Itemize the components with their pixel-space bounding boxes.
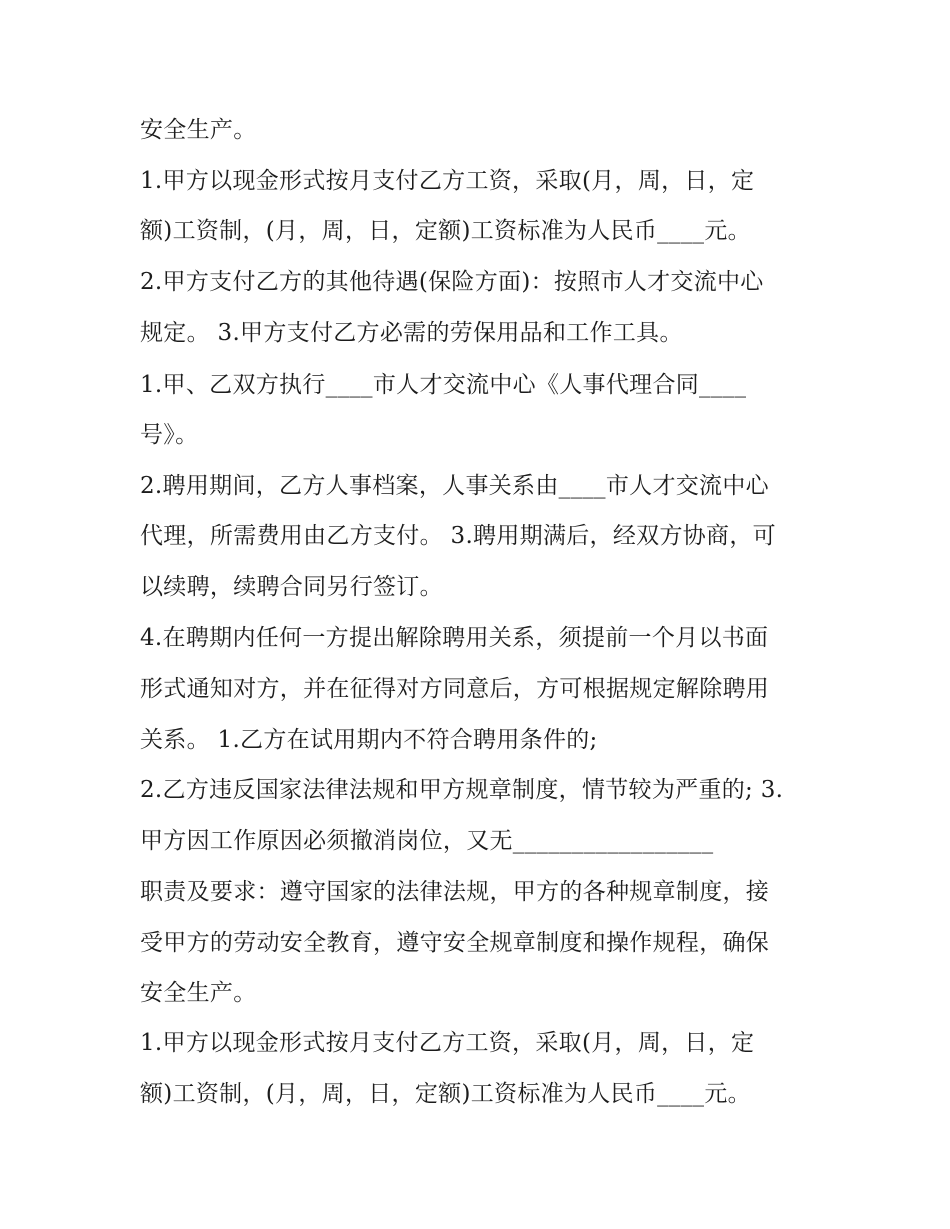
text-line: 安全生产。 xyxy=(140,980,257,1006)
text-line: 4.在聘期内任何一方提出解除聘用关系，须提前一个月以书面 xyxy=(140,625,769,651)
text-line: 2.乙方违反国家法律法规和甲方规章制度，情节较为严重的; 3. xyxy=(140,777,784,803)
text-line: 额)工资制，(月，周，日，定额)工资标准为人民币____元。 xyxy=(140,218,751,244)
text-line: 甲方因工作原因必须撤消岗位，又无_________________ xyxy=(140,828,714,854)
text-line: 规定。 3.甲方支付乙方必需的劳保用品和工作工具。 xyxy=(140,320,683,346)
text-line: 安全生产。 xyxy=(140,117,257,143)
text-line: 额)工资制，(月，周，日，定额)工资标准为人民币____元。 xyxy=(140,1081,751,1107)
text-line: 关系。 1.乙方在试用期内不符合聘用条件的; xyxy=(140,727,598,753)
text-line: 1.甲方以现金形式按月支付乙方工资，采取(月，周，日，定 xyxy=(140,168,755,194)
text-line: 受甲方的劳动安全教育，遵守安全规章制度和操作规程，确保 xyxy=(140,930,770,956)
text-line: 1.甲方以现金形式按月支付乙方工资，采取(月，周，日，定 xyxy=(140,1030,755,1056)
text-line: 职责及要求：遵守国家的法律法规，甲方的各种规章制度，接 xyxy=(140,879,770,905)
text-line: 2.甲方支付乙方的其他待遇(保险方面)：按照市人才交流中心 xyxy=(140,269,764,295)
text-line: 代理，所需费用由乙方支付。 3.聘用期满后，经双方协商，可 xyxy=(140,523,776,549)
text-line: 1.甲、乙双方执行____市人才交流中心《人事代理合同____ xyxy=(140,372,747,398)
text-line: 2.聘用期间，乙方人事档案，人事关系由____市人才交流中心 xyxy=(140,473,769,499)
text-line: 以续聘，续聘合同另行签订。 xyxy=(140,574,443,600)
text-line: 形式通知对方，并在征得对方同意后，方可根据规定解除聘用 xyxy=(140,676,770,702)
text-line: 号》。 xyxy=(140,422,199,448)
